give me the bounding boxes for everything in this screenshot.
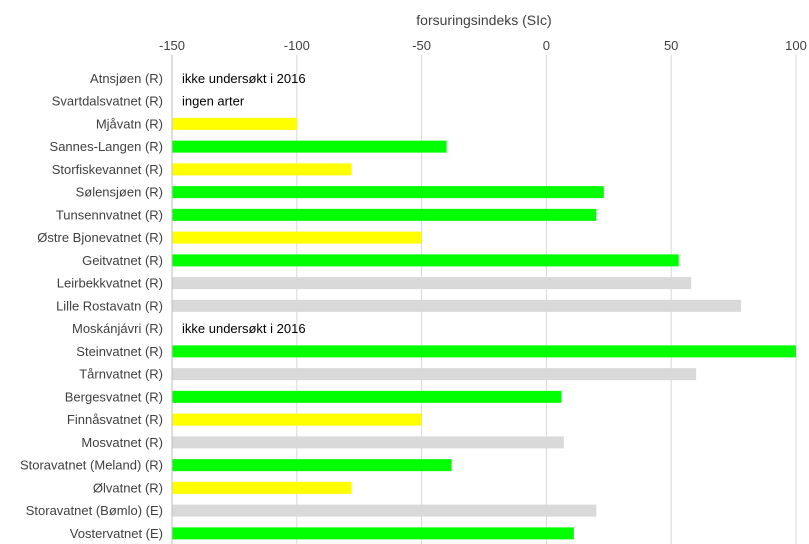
category-label: Østre Bjonevatnet (R) bbox=[37, 230, 163, 246]
x-tick-label: 100 bbox=[785, 38, 807, 53]
category-label: Atnsjøen (R) bbox=[90, 70, 163, 86]
bar bbox=[172, 163, 352, 175]
x-tick-label: -100 bbox=[283, 38, 310, 53]
annotation-label: ikke undersøkt i 2016 bbox=[182, 70, 306, 86]
category-label: Sannes-Langen (R) bbox=[49, 139, 163, 155]
category-label: Storavatnet (Meland) (R) bbox=[19, 457, 163, 473]
bar bbox=[172, 232, 422, 244]
category-label: Sølensjøen (R) bbox=[75, 184, 163, 200]
category-label: Tunsennvatnet (R) bbox=[55, 207, 163, 223]
category-label: Lille Rostavatn (R) bbox=[56, 298, 163, 314]
bar bbox=[172, 482, 352, 494]
category-label: Storfiskevannet (R) bbox=[51, 161, 163, 177]
bar bbox=[172, 436, 564, 448]
bar bbox=[172, 186, 604, 198]
annotation-label: ingen arter bbox=[182, 93, 245, 109]
x-tick-label: -150 bbox=[158, 38, 186, 53]
category-label: Moskánjávri (R) bbox=[71, 321, 163, 337]
bar bbox=[172, 345, 796, 357]
category-label: Vostervatnet (E) bbox=[69, 525, 163, 541]
bar bbox=[172, 118, 297, 130]
x-tick-labels bbox=[159, 38, 807, 53]
x-tick-label: 50 bbox=[663, 38, 679, 53]
category-label: Tårnvatnet (R) bbox=[79, 366, 163, 382]
bar bbox=[172, 527, 574, 539]
bar bbox=[172, 141, 447, 153]
x-axis-title: forsuringsindeks (SIc) bbox=[416, 12, 552, 28]
bar bbox=[172, 277, 691, 289]
category-label: Svartdalsvatnet (R) bbox=[51, 93, 163, 109]
x-tick-label: 0 bbox=[542, 38, 551, 53]
bar bbox=[172, 368, 696, 380]
category-label: Leirbekkvatnet (R) bbox=[56, 275, 163, 291]
category-label: Mosvatnet (R) bbox=[81, 434, 163, 450]
bar bbox=[172, 254, 679, 266]
x-tick-label: -50 bbox=[412, 38, 431, 53]
category-label: Ølvatnet (R) bbox=[92, 480, 163, 496]
bar bbox=[172, 414, 422, 426]
category-label: Finnåsvatnet (R) bbox=[66, 412, 163, 428]
bar bbox=[172, 459, 452, 471]
bar bbox=[172, 505, 596, 517]
bar bbox=[172, 209, 596, 221]
category-label: Mjåvatn (R) bbox=[95, 116, 163, 132]
category-label: Steinvatnet (R) bbox=[76, 343, 163, 359]
bar bbox=[172, 391, 561, 403]
annotations bbox=[182, 71, 306, 336]
category-label: Storavatnet (Bømlo) (E) bbox=[25, 503, 163, 519]
annotation-label: ikke undersøkt i 2016 bbox=[182, 321, 306, 337]
category-label: Bergesvatnet (R) bbox=[64, 389, 163, 405]
category-labels bbox=[20, 71, 163, 541]
bar bbox=[172, 300, 741, 312]
category-label: Geitvatnet (R) bbox=[82, 252, 163, 268]
